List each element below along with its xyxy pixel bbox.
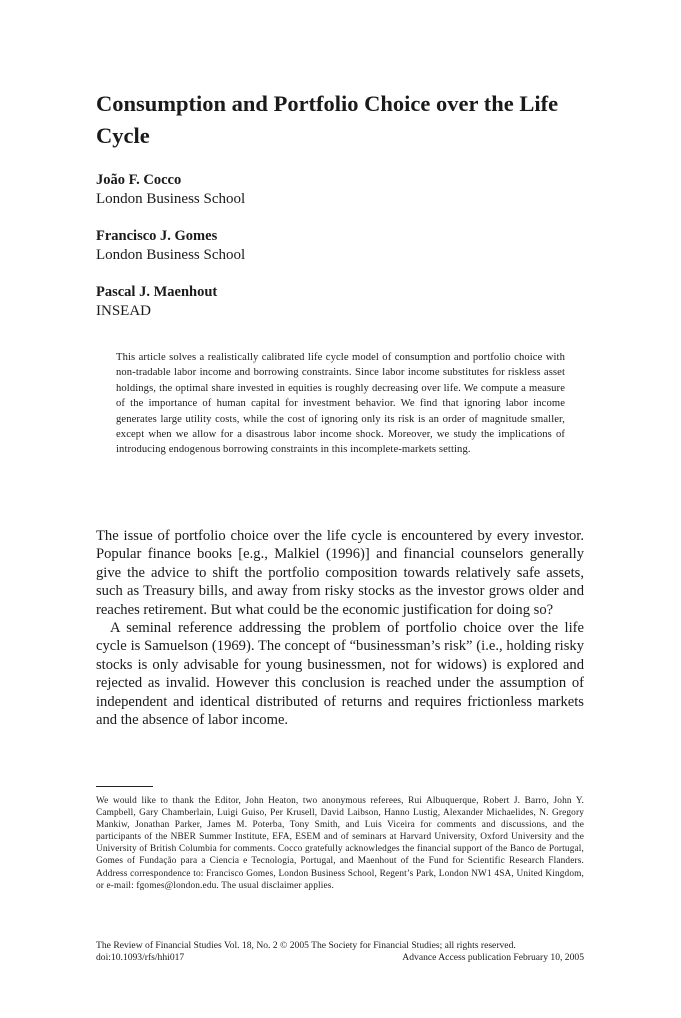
author-block-1: [96, 171, 584, 209]
body-paragraph: The issue of portfolio choice over the life cycle is encountered by every investor. Popular finance books [e.g., Malkiel (1996)] and financial counselors generally give the advice to shift the portfolio composition towards relatively safe assets, such as Treasury bills, and away from risky stocks as the investor grows older and reaches retirement. But what could be the economic justification for doing so?: [96, 528, 584, 618]
author-affiliation: INSEAD: [96, 303, 151, 319]
body-paragraph: A seminal reference addressing the problem of portfolio choice over the life cycle is Samuelson (1969). The concept of “businessman’s risk” (i.e., holding risky stocks is only advisable for young businessmen, not for widows) is explored and rejected as invalid. However this conclusion is reached under the assumption of independent and identical distributed of returns and requires frictionless markets and the absence of labor income.: [96, 620, 584, 729]
author-name: Pascal J. Maenhout: [96, 284, 218, 300]
acknowledgement-footnote: We would like to thank the Editor, John Heaton, two anonymous referees, Rui Albuquerque, Robert J. Barro, John Y. Campbell, Gary Chamberlain, Luigi Guiso, Per Krusell, David Laibson, Hanno Lustig, Alexander Michaelides, N. Gregory Mankiw, Jonathan Parker, James M. Poterba, Tony Smith, and Luis Viceira for comments and discussions, and the participants of the NBER Summer Institute, EFA, ESEM and of seminars at Harvard University, Oxford University and the University of British Columbia for comments. Cocco gratefully acknowledges the financial support of the Banco de Portugal, Gomes of Fundação para a Ciencia e Tecnologia, Portugal, and Maenhout of the Fund for Scientific Research Flanders. Address correspondence to: Francisco Gomes, London Business School, Regent’s Park, London NW1 4SA, United Kingdom, or e-mail: fgomes@london.edu. The usual disclaimer applies.: [96, 796, 584, 891]
journal-info: [96, 940, 584, 965]
author-name: Francisco J. Gomes: [96, 228, 218, 244]
author-name: João F. Cocco: [96, 172, 182, 188]
advance-access-date: Advance Access publication February 10, 2005: [402, 952, 584, 964]
doi: doi:10.1093/rfs/hhi017: [96, 952, 185, 964]
author-affiliation: London Business School: [96, 191, 246, 207]
journal-citation: The Review of Financial Studies Vol. 18, No. 2 © 2005 The Society for Financial Studies; all rights reserved.: [96, 940, 516, 951]
footnote-divider: [96, 786, 153, 787]
abstract: This article solves a realistically calibrated life cycle model of consumption and portfolio choice with non-tradable labor income and borrowing constraints. Since labor income substitutes for riskless asset holdings, the optimal share invested in equities is roughly decreasing over life. We compute a measure of the importance of human capital for investment behavior. We find that ignoring labor income generates large utility costs, while the cost of ignoring only its risk is an order of magnitude smaller, except when we allow for a disastrous labor income shock. Moreover, we study the implications of introducing endogenous borrowing constraints in this incomplete-markets setting.: [116, 352, 565, 456]
author-affiliation: London Business School: [96, 247, 246, 263]
body-text: [96, 527, 584, 729]
paper-title: Consumption and Portfolio Choice over the Life Cycle: [96, 91, 559, 148]
author-block-3: [96, 283, 584, 321]
author-block-2: [96, 227, 584, 265]
